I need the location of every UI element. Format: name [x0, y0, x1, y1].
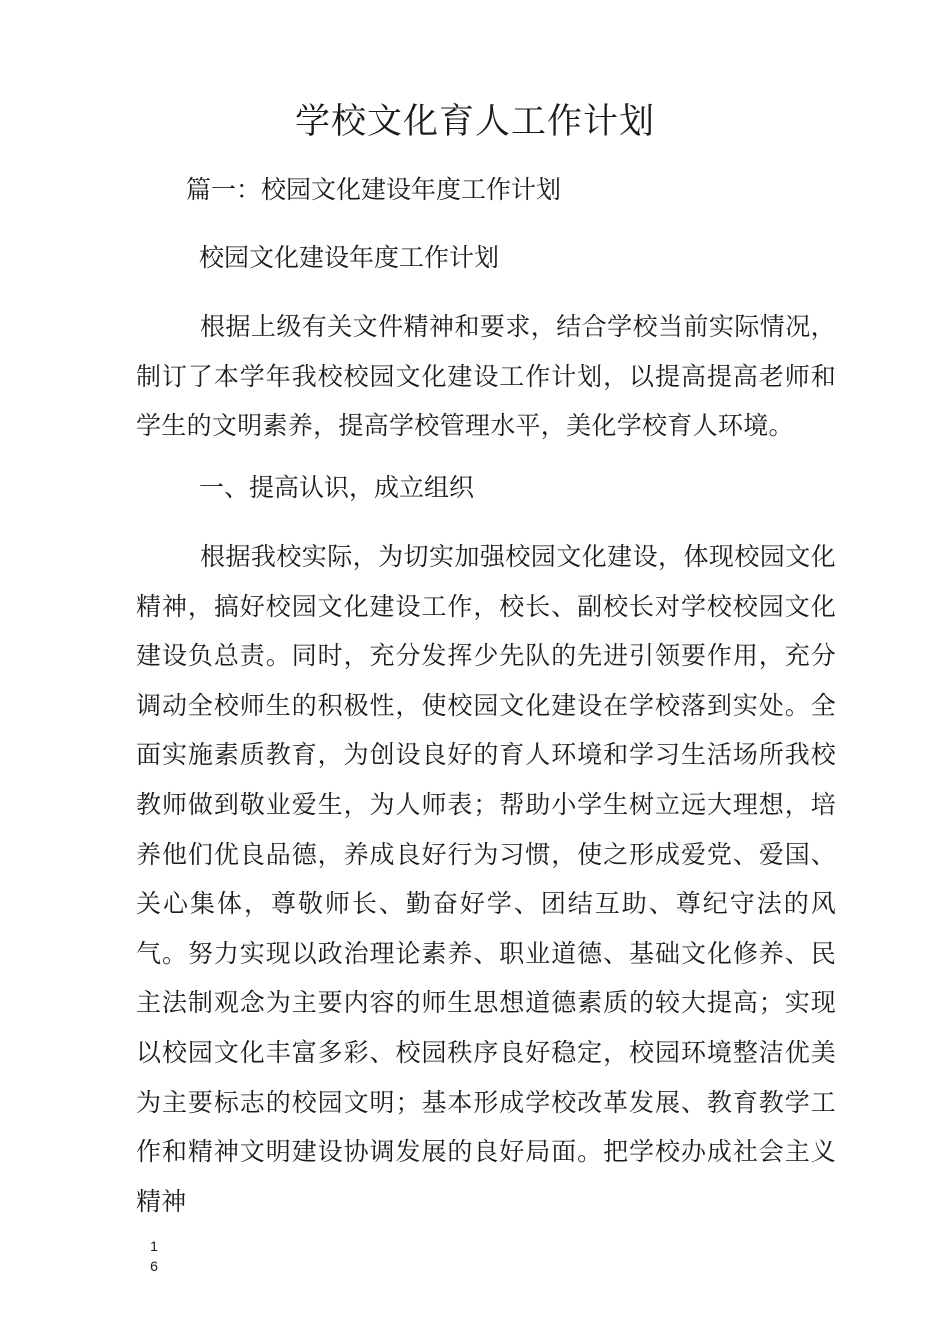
- section-heading: 篇一：校园文化建设年度工作计划: [186, 175, 562, 204]
- heading-1: 一、提高认识，成立组织: [199, 473, 475, 502]
- page-number: 16: [150, 1238, 158, 1274]
- paragraph-2: 根据我校实际，为切实加强校园文化建设，体现校园文化精神，搞好校园文化建设工作，校长、副校长对学校校园文化建设负总责。同时，充分发挥少先队的先进引领要作用，充分调动全校师生的积极性，使校园文化建设在学校落到实处。全面实施素质教育，为创设良好的育人环境和学习生活场所我校教师做到敬业爱生，为人师表；帮助小学生树立远大理想，培养他们优良品德，养成良好行为习惯，使之形成爱党、爱国、关心集体，尊敬师长、勤奋好学、团结互助、尊纪守法的风气。努力实现以政治理论素养、职业道德、基础文化修养、民主法制观念为主要内容的师生思想道德素质的较大提高；实现以校园文化丰富多彩、校园秩序良好稳定，校园环境整洁优美为主要标志的校园文明；基本形成学校改革发展、教育教学工作和精神文明建设协调发展的良好局面。把学校办成社会主义精神: [136, 542, 836, 1216]
- document-title: 学校文化育人工作计划: [294, 102, 655, 142]
- document-subtitle: 校园文化建设年度工作计划: [199, 243, 500, 272]
- paragraph-1: 根据上级有关文件精神和要求，结合学校当前实际情况，制订了本学年我校校园文化建设工作计划，以提高提高老师和学生的文明素养，提高学校管理水平，美化学校育人环境。: [136, 312, 836, 441]
